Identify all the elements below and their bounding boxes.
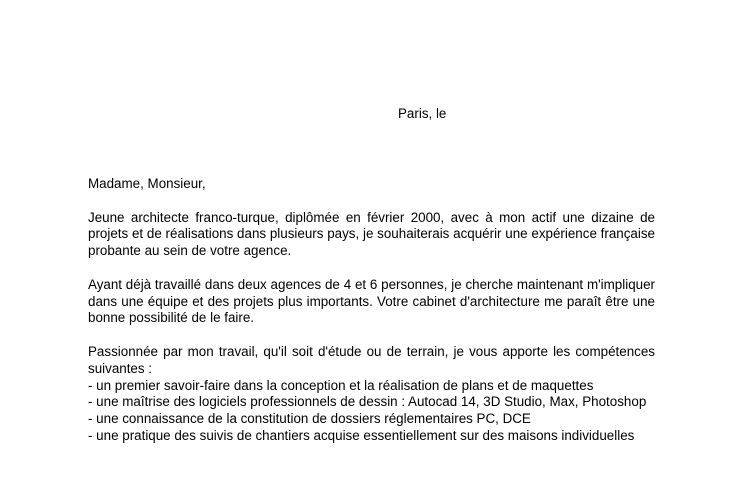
skills-intro: Passionnée par mon travail, qu'il soit d'étude ou de terrain, je vous apporte les compétences suivantes : (88, 343, 655, 376)
paragraph-experience: Ayant déjà travaillé dans deux agences de 4 et 6 personnes, je cherche maintenant m'impliquer dans une équipe et des projets plus importants. Votre cabinet d'architecture me paraît être une bonne possibilité de le faire. (88, 276, 655, 326)
skill-item-design: - un premier savoir-faire dans la conception et la réalisation de plans et de maquettes (88, 377, 594, 393)
skill-item-site-supervision: - une pratique des suivis de chantiers acquise essentiellement sur des maisons individuelles (88, 427, 635, 443)
skill-item-regulatory: - une connaissance de la constitution de dossiers réglementaires PC, DCE (88, 411, 531, 427)
place-date: Paris, le (398, 106, 447, 121)
salutation: Madame, Monsieur, (88, 176, 206, 191)
letter-body (88, 176, 655, 445)
skill-item-software: - une maîtrise des logiciels professionnels de dessin : Autocad 14, 3D Studio, Max, Photoshop (88, 394, 647, 410)
paragraph-introduction: Jeune architecte franco-turque, diplômée en février 2000, avec à mon actif une dizaine de projets et de réalisations dans plusieurs pays, je souhaiterais acquérir une expérience française probante au sein de votre agence. (88, 209, 655, 259)
skills-section (88, 344, 655, 445)
skills-list (88, 378, 655, 445)
